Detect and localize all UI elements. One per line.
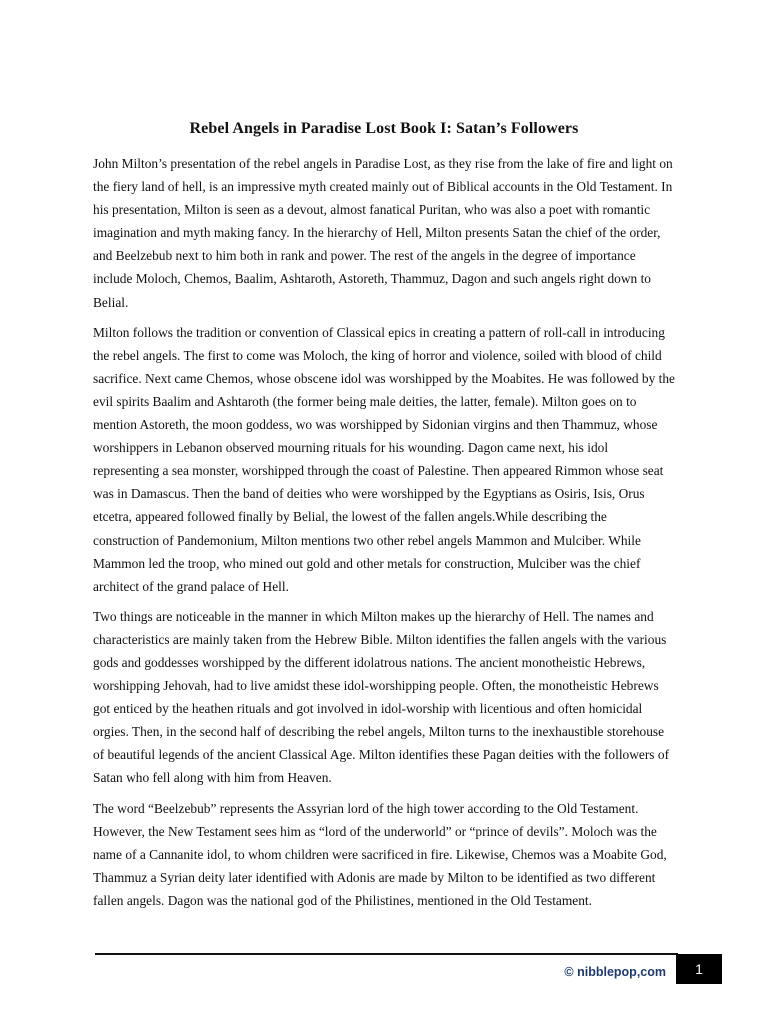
- paragraph-1: John Milton’s presentation of the rebel angels in Paradise Lost, as they rise from the lake of fire and light on the fiery land of hell, is an impressive myth created mainly out of Biblical accounts in the Old Testament. In his presentation, Milton is seen as a devout, almost fanatical Puritan, who was also a poet with romantic imagination and myth making fancy. In the hierarchy of Hell, Milton presents Satan the chief of the order, and Beelzebub next to him both in rank and power. The rest of the angels in the degree of importance include Moloch, Chemos, Baalim, Ashtaroth, Astoreth, Thammuz, Dagon and such angels right down to Belial.: [93, 156, 673, 310]
- paragraph-2: Milton follows the tradition or convention of Classical epics in creating a pattern of roll-call in introducing the rebel angels. The first to come was Moloch, the king of horror and violence, soiled with blood of child sacrifice. Next came Chemos, whose obscene idol was worshipped by the Moabites. He was followed by the evil spirits Baalim and Ashtaroth (the former being male deities, the latter, female). Milton goes on to mention Astoreth, the moon goddess, wo was worshipped by Sidonian virgins and then Thammuz, whose worshippers in Lebanon observed mourning rituals for his wounding. Dagon came next, his idol representing a sea monster, worshipped through the coast of Palestine. Then appeared Rimmon whose seat was in Damascus. Then the band of deities who were worshipped by the Egyptians as Osiris, Isis, Orus etcetra, appeared followed finally by Belial, the lowest of the fallen angels.While describing the construction of Pandemonium, Milton mentions two other rebel angels Mammon and Mulciber. While Mammon led the troop, who mined out gold and other metals for construction, Mulciber was the chief architect of the grand palace of Hell.: [93, 324, 675, 594]
- paragraph-4: The word “Beelzebub” represents the Assyrian lord of the high tower according to the Old Testament. However, the New Testament sees him as “lord of the underworld” or “prince of devils”. Moloch was the name of a Cannanite idol, to whom children were sacrificed in fire. Likewise, Chemos was a Moabite God, Thammuz a Syrian deity later identified with Adonis are made by Milton to be identified as two different fallen angels. Dagon was the national god of the Philistines, mentioned in the Old Testament.: [93, 800, 667, 908]
- footer-site-credit: © nibblepop,com: [564, 965, 666, 979]
- paragraph-3: Two things are noticeable in the manner in which Milton makes up the hierarchy of Hell. The names and characteristics are mainly taken from the Hebrew Bible. Milton identifies the fallen angels with the various gods and goddesses worshipped by the different idolatrous nations. The ancient monotheistic Hebrews, worshipping Jehovah, had to live amidst these idol-worshipping people. Often, the monotheistic Hebrews got enticed by the heathen rituals and got involved in idol-worship with licentious and often homicidal orgies. Then, in the second half of describing the rebel angels, Milton turns to the inexhaustible storehouse of beautiful legends of the ancient Classical Age. Milton identifies these Pagan deities with the followers of Satan who fell along with him from Heaven.: [93, 608, 670, 786]
- page-number: 1: [695, 961, 703, 977]
- footer-divider: [95, 953, 678, 955]
- document-body: [93, 152, 676, 919]
- document-title: Rebel Angels in Paradise Lost Book I: Satan’s Followers: [189, 120, 579, 137]
- page-number-box: [676, 954, 722, 984]
